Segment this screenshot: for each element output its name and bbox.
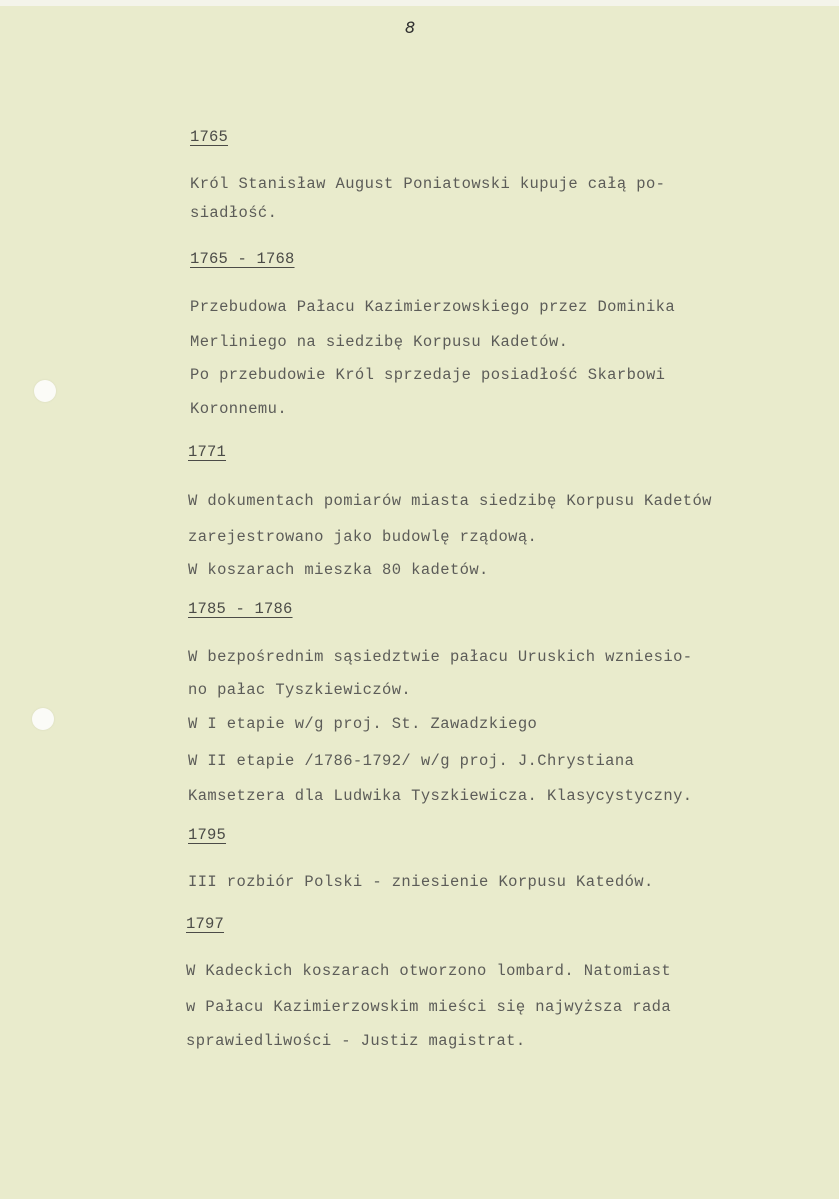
year-heading: 1785 - 1786 (188, 600, 293, 618)
text-line: w Pałacu Kazimierzowskim mieści się najwyższa rada (186, 998, 672, 1016)
text-line: W Kadeckich koszarach otworzono lombard. Natomiast (186, 962, 672, 980)
text-line: Merliniego na siedzibę Korpusu Kadetów. (190, 333, 569, 351)
text-line: Król Stanisław August Poniatowski kupuje całą po- (190, 175, 666, 193)
year-heading: 1765 - 1768 (190, 250, 295, 268)
year-heading: 1797 (186, 915, 225, 933)
text-line: zarejestrowano jako budowlę rządową. (188, 528, 538, 546)
text-line: W II etapie /1786-1792/ w/g proj. J.Chrystiana (188, 752, 635, 770)
year-heading: 1765 (190, 128, 229, 146)
text-line: W I etapie w/g proj. St. Zawadzkiego (188, 715, 538, 733)
text-line: Po przebudowie Król sprzedaje posiadłość Skarbowi (190, 366, 666, 384)
text-line: Kamsetzera dla Ludwika Tyszkiewicza. Klasycystyczny. (188, 787, 693, 805)
text-line: III rozbiór Polski - zniesienie Korpusu Katedów. (188, 873, 654, 891)
page-number: 8 (405, 18, 416, 37)
text-line: siadłość. (190, 204, 278, 222)
text-line: Koronnemu. (190, 400, 288, 418)
text-line: sprawiedliwości - Justiz magistrat. (186, 1032, 526, 1050)
punch-hole (32, 708, 54, 730)
text-line: W bezpośrednim sąsiedztwie pałacu Uruskich wzniesio- (188, 648, 693, 666)
text-line: W koszarach mieszka 80 kadetów. (188, 561, 489, 579)
text-line: no pałac Tyszkiewiczów. (188, 681, 412, 699)
year-heading: 1795 (188, 826, 227, 844)
page-top-edge (0, 0, 839, 6)
text-line: W dokumentach pomiarów miasta siedzibę Korpusu Kadetów (188, 492, 712, 510)
punch-hole (34, 380, 56, 402)
year-heading: 1771 (188, 443, 227, 461)
text-line: Przebudowa Pałacu Kazimierzowskiego przez Dominika (190, 298, 676, 316)
